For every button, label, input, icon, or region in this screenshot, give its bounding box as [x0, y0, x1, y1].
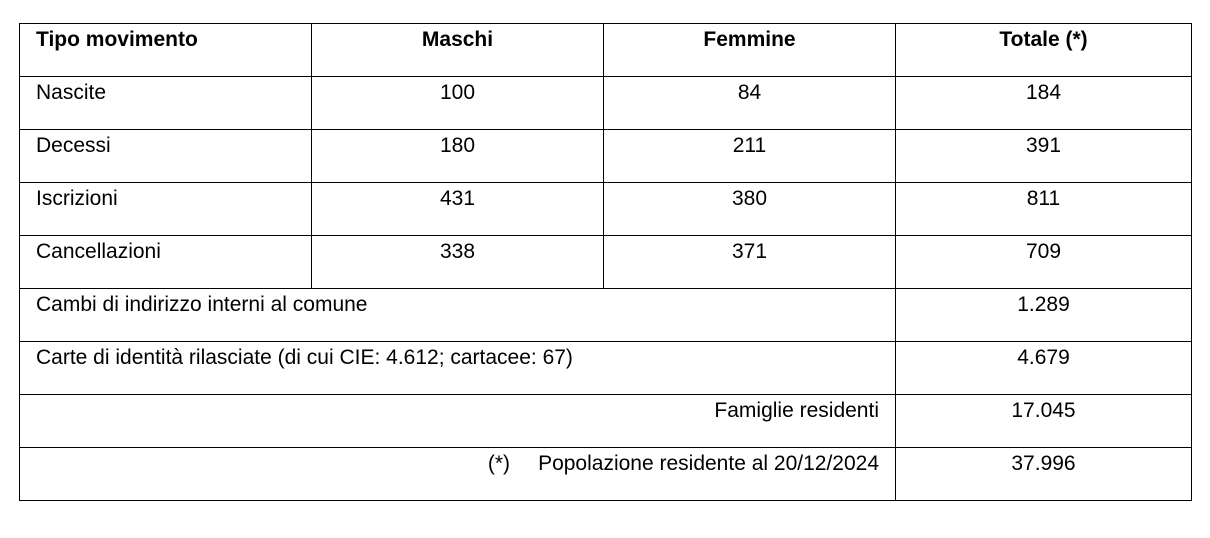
row-total: 184	[896, 77, 1192, 130]
id-cards-label: Carte di identità rilasciate (di cui CIE: 4.612; cartacee: 67)	[20, 342, 896, 395]
row-total: 811	[896, 183, 1192, 236]
table-row	[20, 77, 1192, 130]
table-row	[20, 236, 1192, 289]
row-male: 338	[312, 236, 604, 289]
row-female: 84	[604, 77, 896, 130]
row-label: Decessi	[20, 130, 312, 183]
address-changes-label: Cambi di indirizzo interni al comune	[20, 289, 896, 342]
row-female: 380	[604, 183, 896, 236]
population-total: 37.996	[896, 448, 1192, 501]
families-label: Famiglie residenti	[20, 395, 896, 448]
row-male: 431	[312, 183, 604, 236]
families-row	[20, 395, 1192, 448]
row-male: 100	[312, 77, 604, 130]
population-row	[20, 448, 1192, 501]
header-male: Maschi	[312, 24, 604, 77]
row-female: 211	[604, 130, 896, 183]
population-label-cell	[20, 448, 896, 501]
row-label: Nascite	[20, 77, 312, 130]
id-cards-total: 4.679	[896, 342, 1192, 395]
row-total: 391	[896, 130, 1192, 183]
families-total: 17.045	[896, 395, 1192, 448]
row-female: 371	[604, 236, 896, 289]
row-label: Iscrizioni	[20, 183, 312, 236]
row-total: 709	[896, 236, 1192, 289]
address-changes-row	[20, 289, 1192, 342]
header-female: Femmine	[604, 24, 896, 77]
row-label: Cancellazioni	[20, 236, 312, 289]
footnote-mark: (*)	[487, 452, 511, 475]
row-male: 180	[312, 130, 604, 183]
population-label: Popolazione residente al 20/12/2024	[538, 452, 879, 475]
table-row	[20, 130, 1192, 183]
header-type: Tipo movimento	[20, 24, 312, 77]
header-total: Totale (*)	[896, 24, 1192, 77]
table-row	[20, 183, 1192, 236]
table-header-row	[20, 24, 1192, 77]
id-cards-row	[20, 342, 1192, 395]
address-changes-total: 1.289	[896, 289, 1192, 342]
population-movements-table	[19, 23, 1192, 501]
